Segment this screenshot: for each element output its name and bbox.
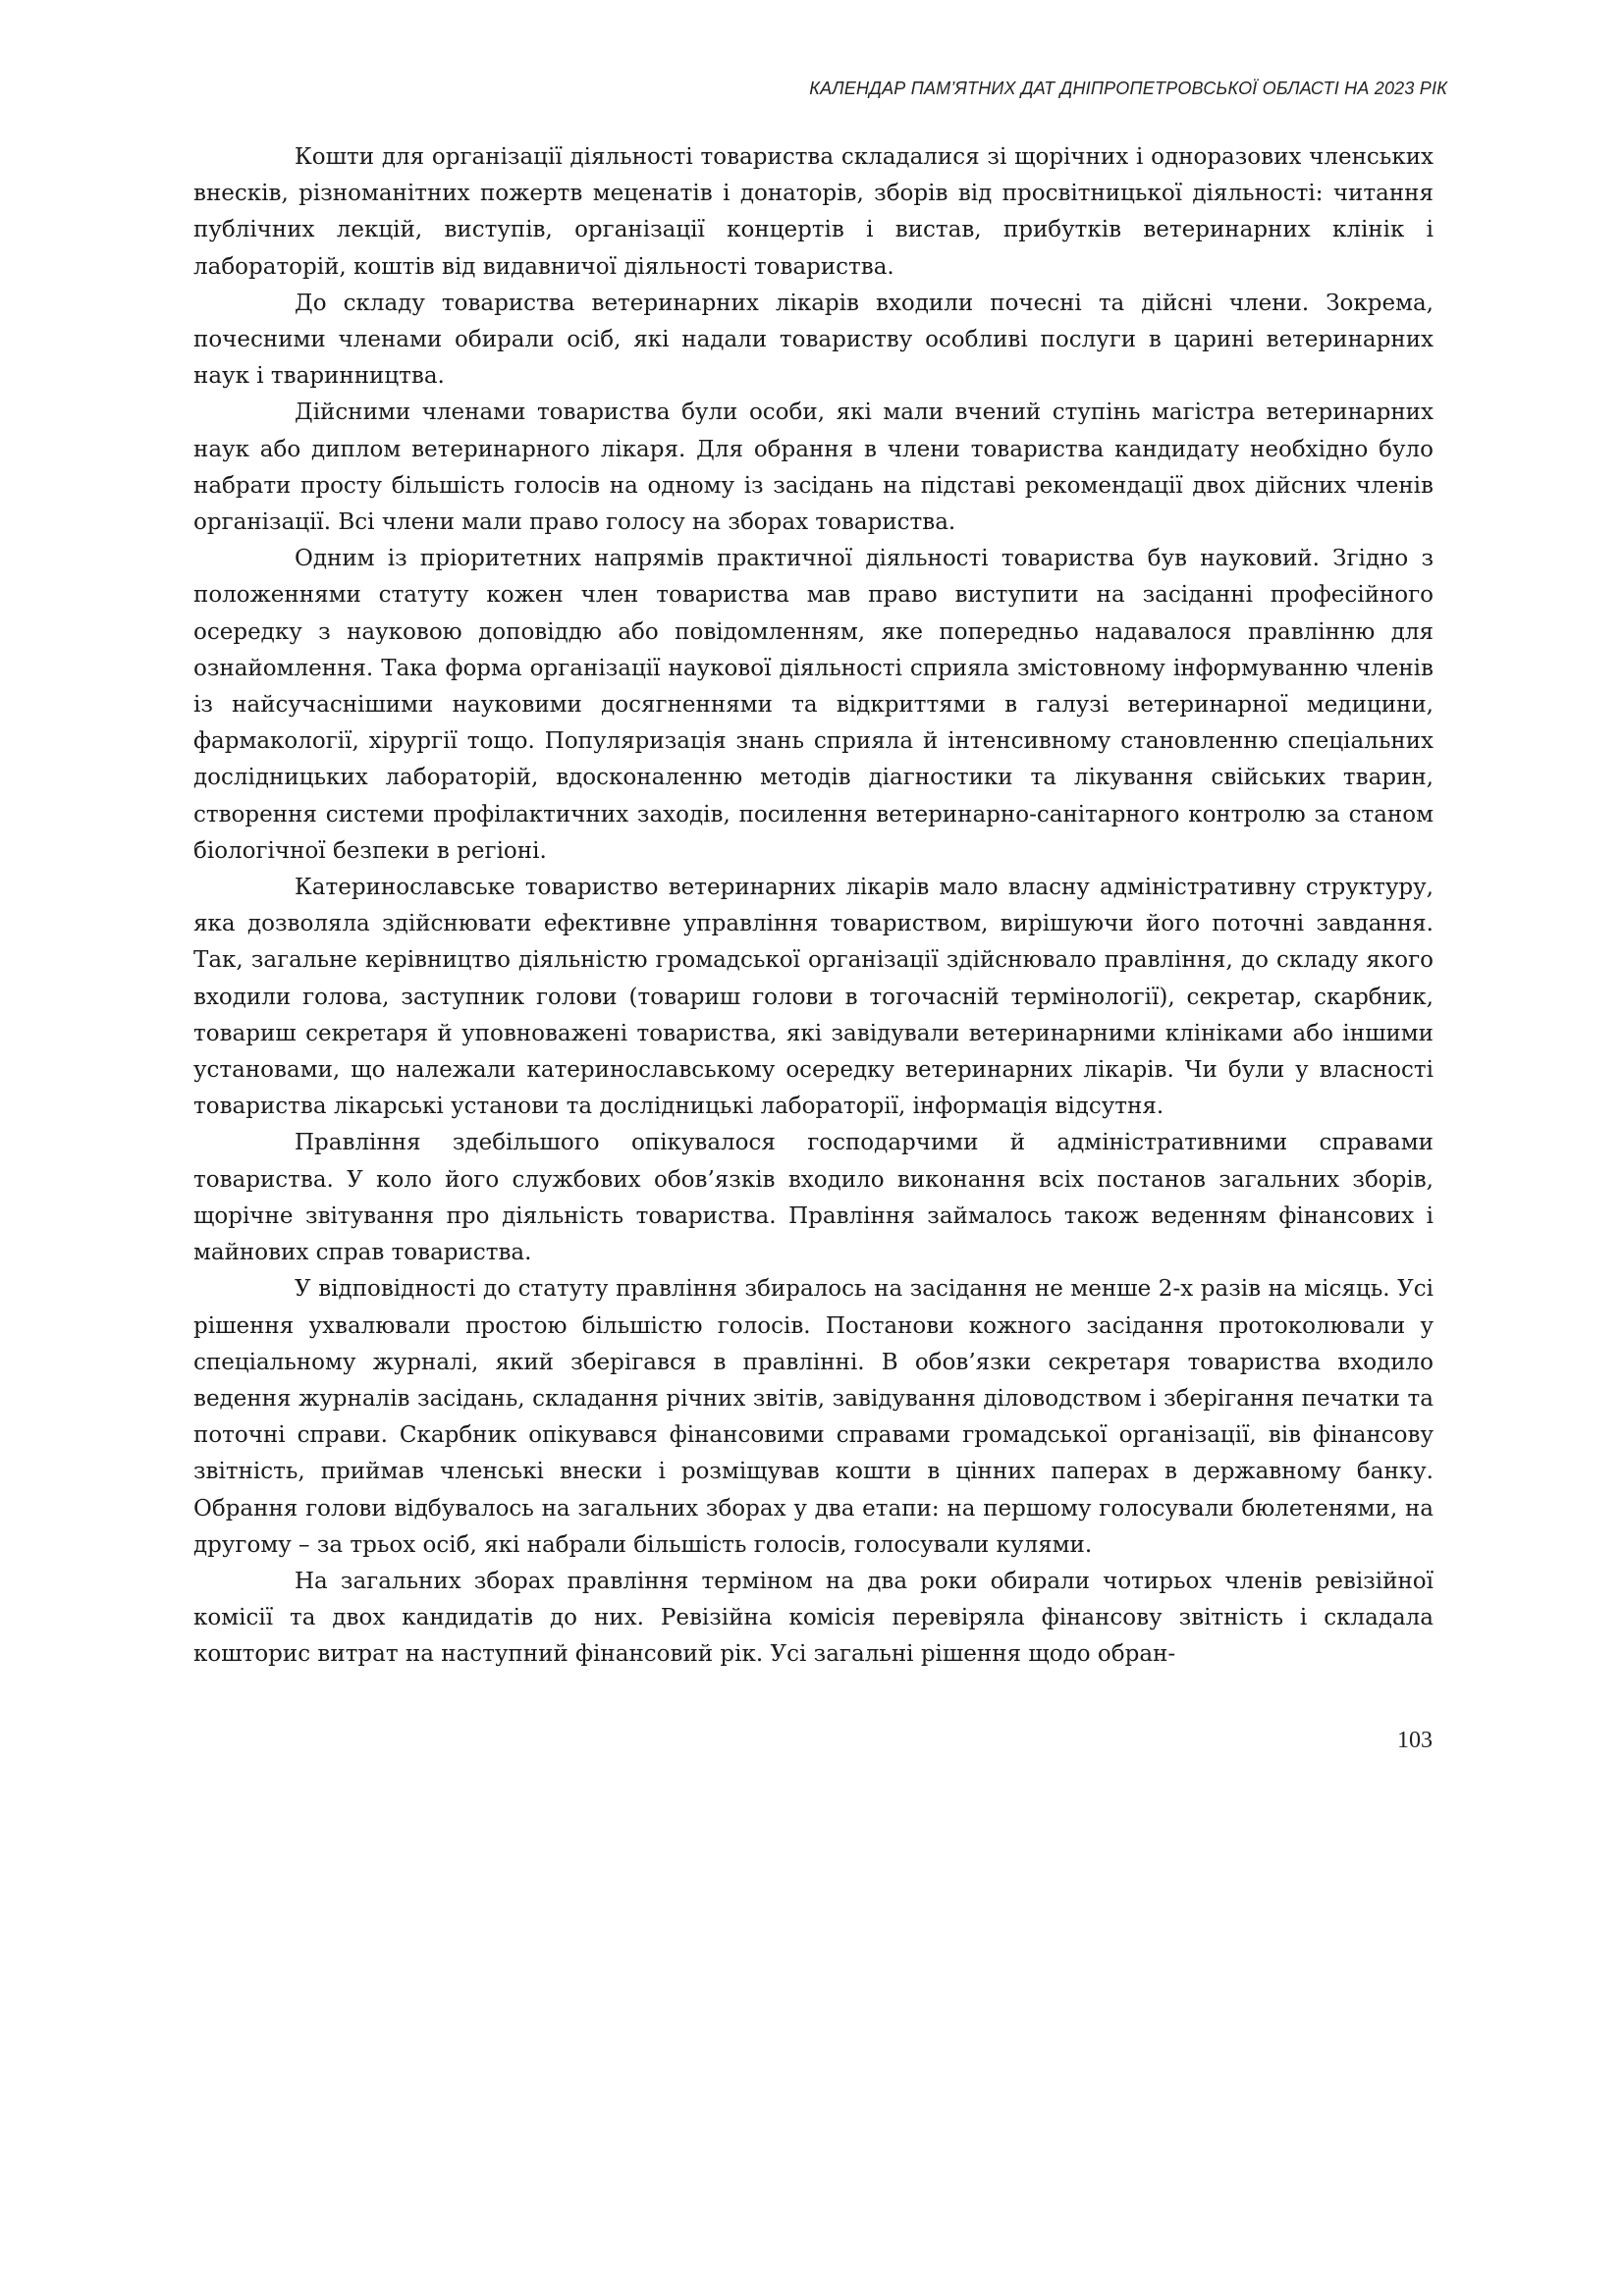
paragraph: На загальних зборах правління терміном на два роки обирали чотирьох членів ревізійної комісії та двох кандидатів до них. Ревізійна комісія перевіряла фінансову звітність і складала кошторис витрат на наступний фінансовий рік. Усі загальні рішення щодо обран-: [193, 1568, 1434, 1668]
running-header: КАЛЕНДАР ПАМ’ЯТНИХ ДАТ ДНІПРОПЕТРОВСЬКОЇ ОБЛАСТІ НА 2023 РІК: [809, 79, 1447, 98]
paragraph: Правління здебільшого опікувалося господарчими й адміністративними справами товариства. У коло його службових обов’язків входило виконання всіх постанов загальних зборів, щорічне звітування про діяльність товариства. Правління займалось також веденням фінансових і майнових справ товариства.: [193, 1130, 1434, 1266]
page-number: 103: [1397, 1728, 1433, 1753]
paragraph: У відповідності до статуту правління збиралось на засідання не менше 2-х разів на місяць. Усі рішення ухвалювали простою більшістю голосів. Постанови кожного засідання протоколювали у спеціальному журналі, який зберігався в правлінні. В обов’язки секретаря товариства входило ведення журналів засідань, складання річних звітів, завідування діловодством і зберігання печатки та поточні справи. Скарбник опікувався фінансовими справами громадської організації, вів фінансову звітність, приймав членські внески і розміщував кошти в цінних паперах в державному банку. Обрання голови відбувалось на загальних зборах у два етапи: на першому голосували бюлетенями, на другому – за трьох осіб, які набрали більшість голосів, голосували кулями.: [193, 1276, 1434, 1558]
paragraph: Дійсними членами товариства були особи, які мали вчений ступінь магістра ветеринарних наук або диплом ветеринарного лікаря. Для обрання в члени товариства кандидату необхідно було набрати просту більшість голосів на одному із засідань на підставі рекомендації двох дійсних членів організації. Всі члени мали право голосу на зборах товариства.: [193, 400, 1434, 536]
paragraph: Катеринославське товариство ветеринарних лікарів мало власну адміністративну структуру, яка дозволяла здійснювати ефективне управління товариством, вирішуючи його поточні завдання. Так, загальне керівництво діяльністю громадської організації здійснювало правління, до складу якого входили голова, заступник голови (товариш голови в тогочасній термінології), секретар, скарбник, товариш секретаря й уповноважені товариства, які завідували ветеринарними клініками або іншими установами, що належали катеринославському осередку ветеринарних лікарів. Чи були у власності товариства лікарські установи та дослідницькі лабораторії, інформація відсутня.: [193, 875, 1434, 1120]
paragraph: До складу товариства ветеринарних лікарів входили почесні та дійсні члени. Зокрема, почесними членами обирали осіб, які надали товариству особливі послуги в царині ветеринарних наук і тваринництва.: [193, 290, 1434, 390]
paragraph: Кошти для організації діяльності товариства складалися зі щорічних і одноразових членських внесків, різноманітних пожертв меценатів і донаторів, зборів від просвітницької діяльності: читання публічних лекцій, виступів, організації концертів і вистав, прибутків ветеринарних клінік і лабораторій, коштів від видавничої діяльності товариства.: [193, 144, 1434, 280]
body-text: [193, 139, 1434, 1674]
paragraph: Одним із пріоритетних напрямів практичної діяльності товариства був науковий. Згідно з положеннями статуту кожен член товариства мав право виступити на засіданні професійного осередку з науковою доповіддю або повідомленням, яке попередньо надавалося правлінню для ознайомлення. Така форма організації наукової діяльності сприяла змістовному інформуванню членів із найсучаснішими науковими досягненнями та відкриттями в галузі ветеринарної медицини, фармакології, хірургії тощо. Популяризація знань сприяла й інтенсивному становленню спеціальних дослідницьких лабораторій, вдосконаленню методів діагностики та лікування свійських тварин, створення системи профілактичних заходів, посилення ветеринарно-санітарного контролю за станом біологічної безпеки в регіоні.: [193, 546, 1434, 864]
